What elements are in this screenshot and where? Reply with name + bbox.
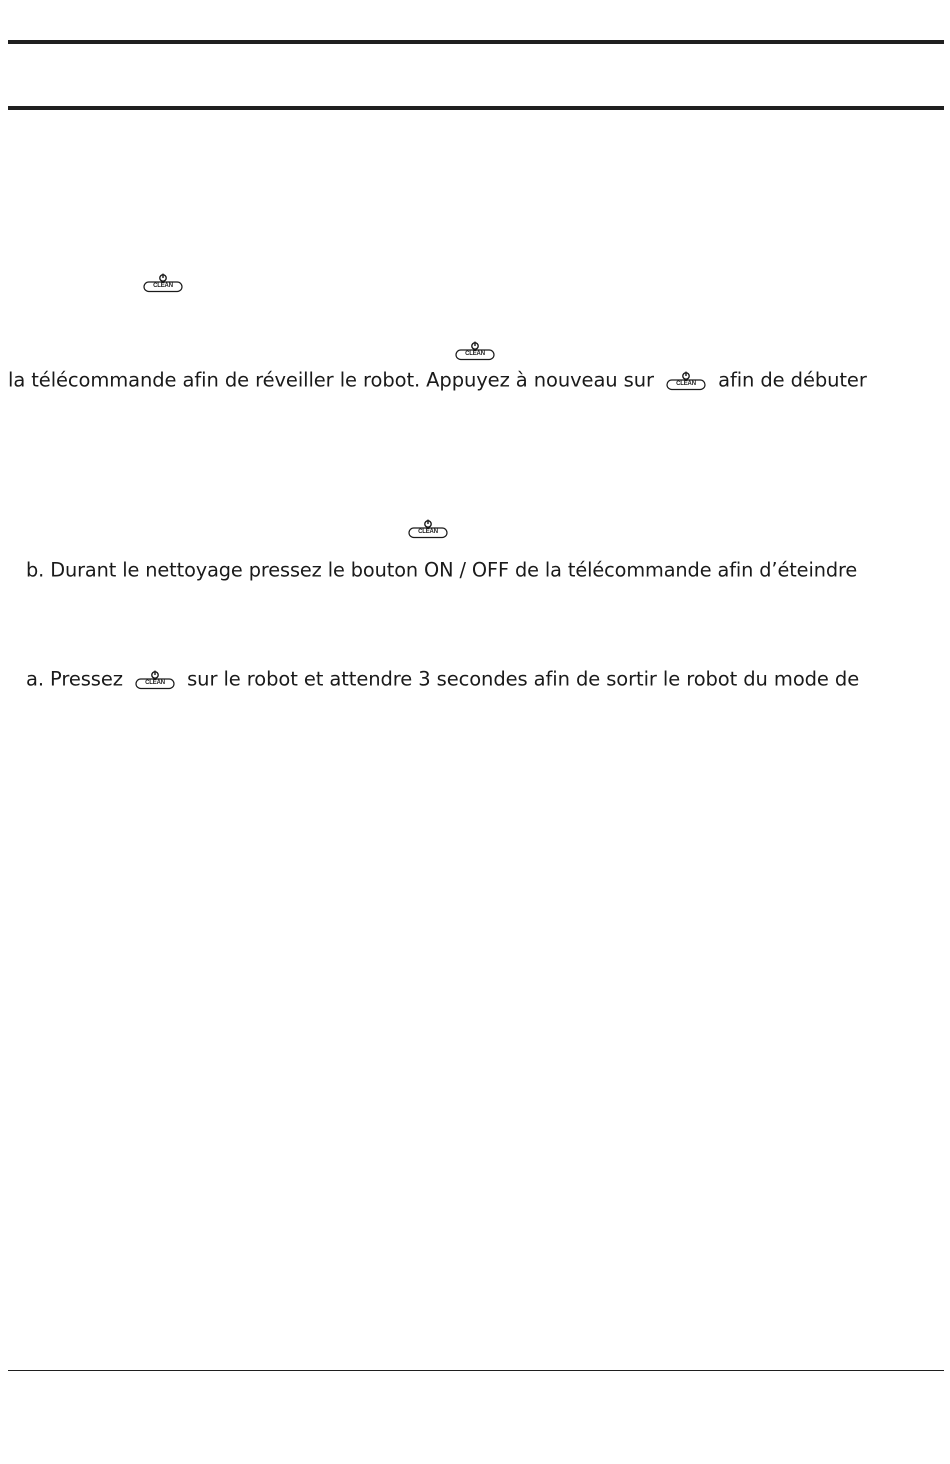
clean-icon-label: CLEAN: [676, 380, 696, 387]
header-top-rule: [8, 40, 944, 44]
clean-button-icon: [143, 273, 183, 293]
clean-icon-label: CLEAN: [465, 351, 485, 357]
clean-icon-label: CLEAN: [418, 529, 438, 535]
instruction-line-press-clean: [26, 667, 859, 692]
header-bottom-rule: [8, 106, 944, 110]
clean-button-icon: [135, 670, 175, 690]
clean-icon-label: CLEAN: [145, 679, 165, 686]
instruction-text: b. Durant le nettoyage pressez le bouton ON / OFF de la télécommande afin d’éteindre: [26, 558, 858, 582]
instruction-text: a. Pressez: [26, 667, 123, 691]
instruction-text: la télécommande afin de réveiller le robot. Appuyez à nouveau sur: [8, 368, 654, 392]
instruction-text: afin de débuter: [718, 368, 867, 392]
footer-rule: [8, 1370, 944, 1371]
clean-icon-label: CLEAN: [153, 283, 173, 289]
clean-button-icon: [408, 519, 448, 539]
instruction-line-power-off: [26, 558, 857, 583]
clean-button-icon: [666, 371, 706, 391]
instruction-line-wake-robot: [8, 368, 944, 393]
clean-button-icon: [455, 341, 495, 361]
instruction-text: sur le robot et attendre 3 secondes afin de sortir le robot du mode de: [187, 667, 860, 691]
